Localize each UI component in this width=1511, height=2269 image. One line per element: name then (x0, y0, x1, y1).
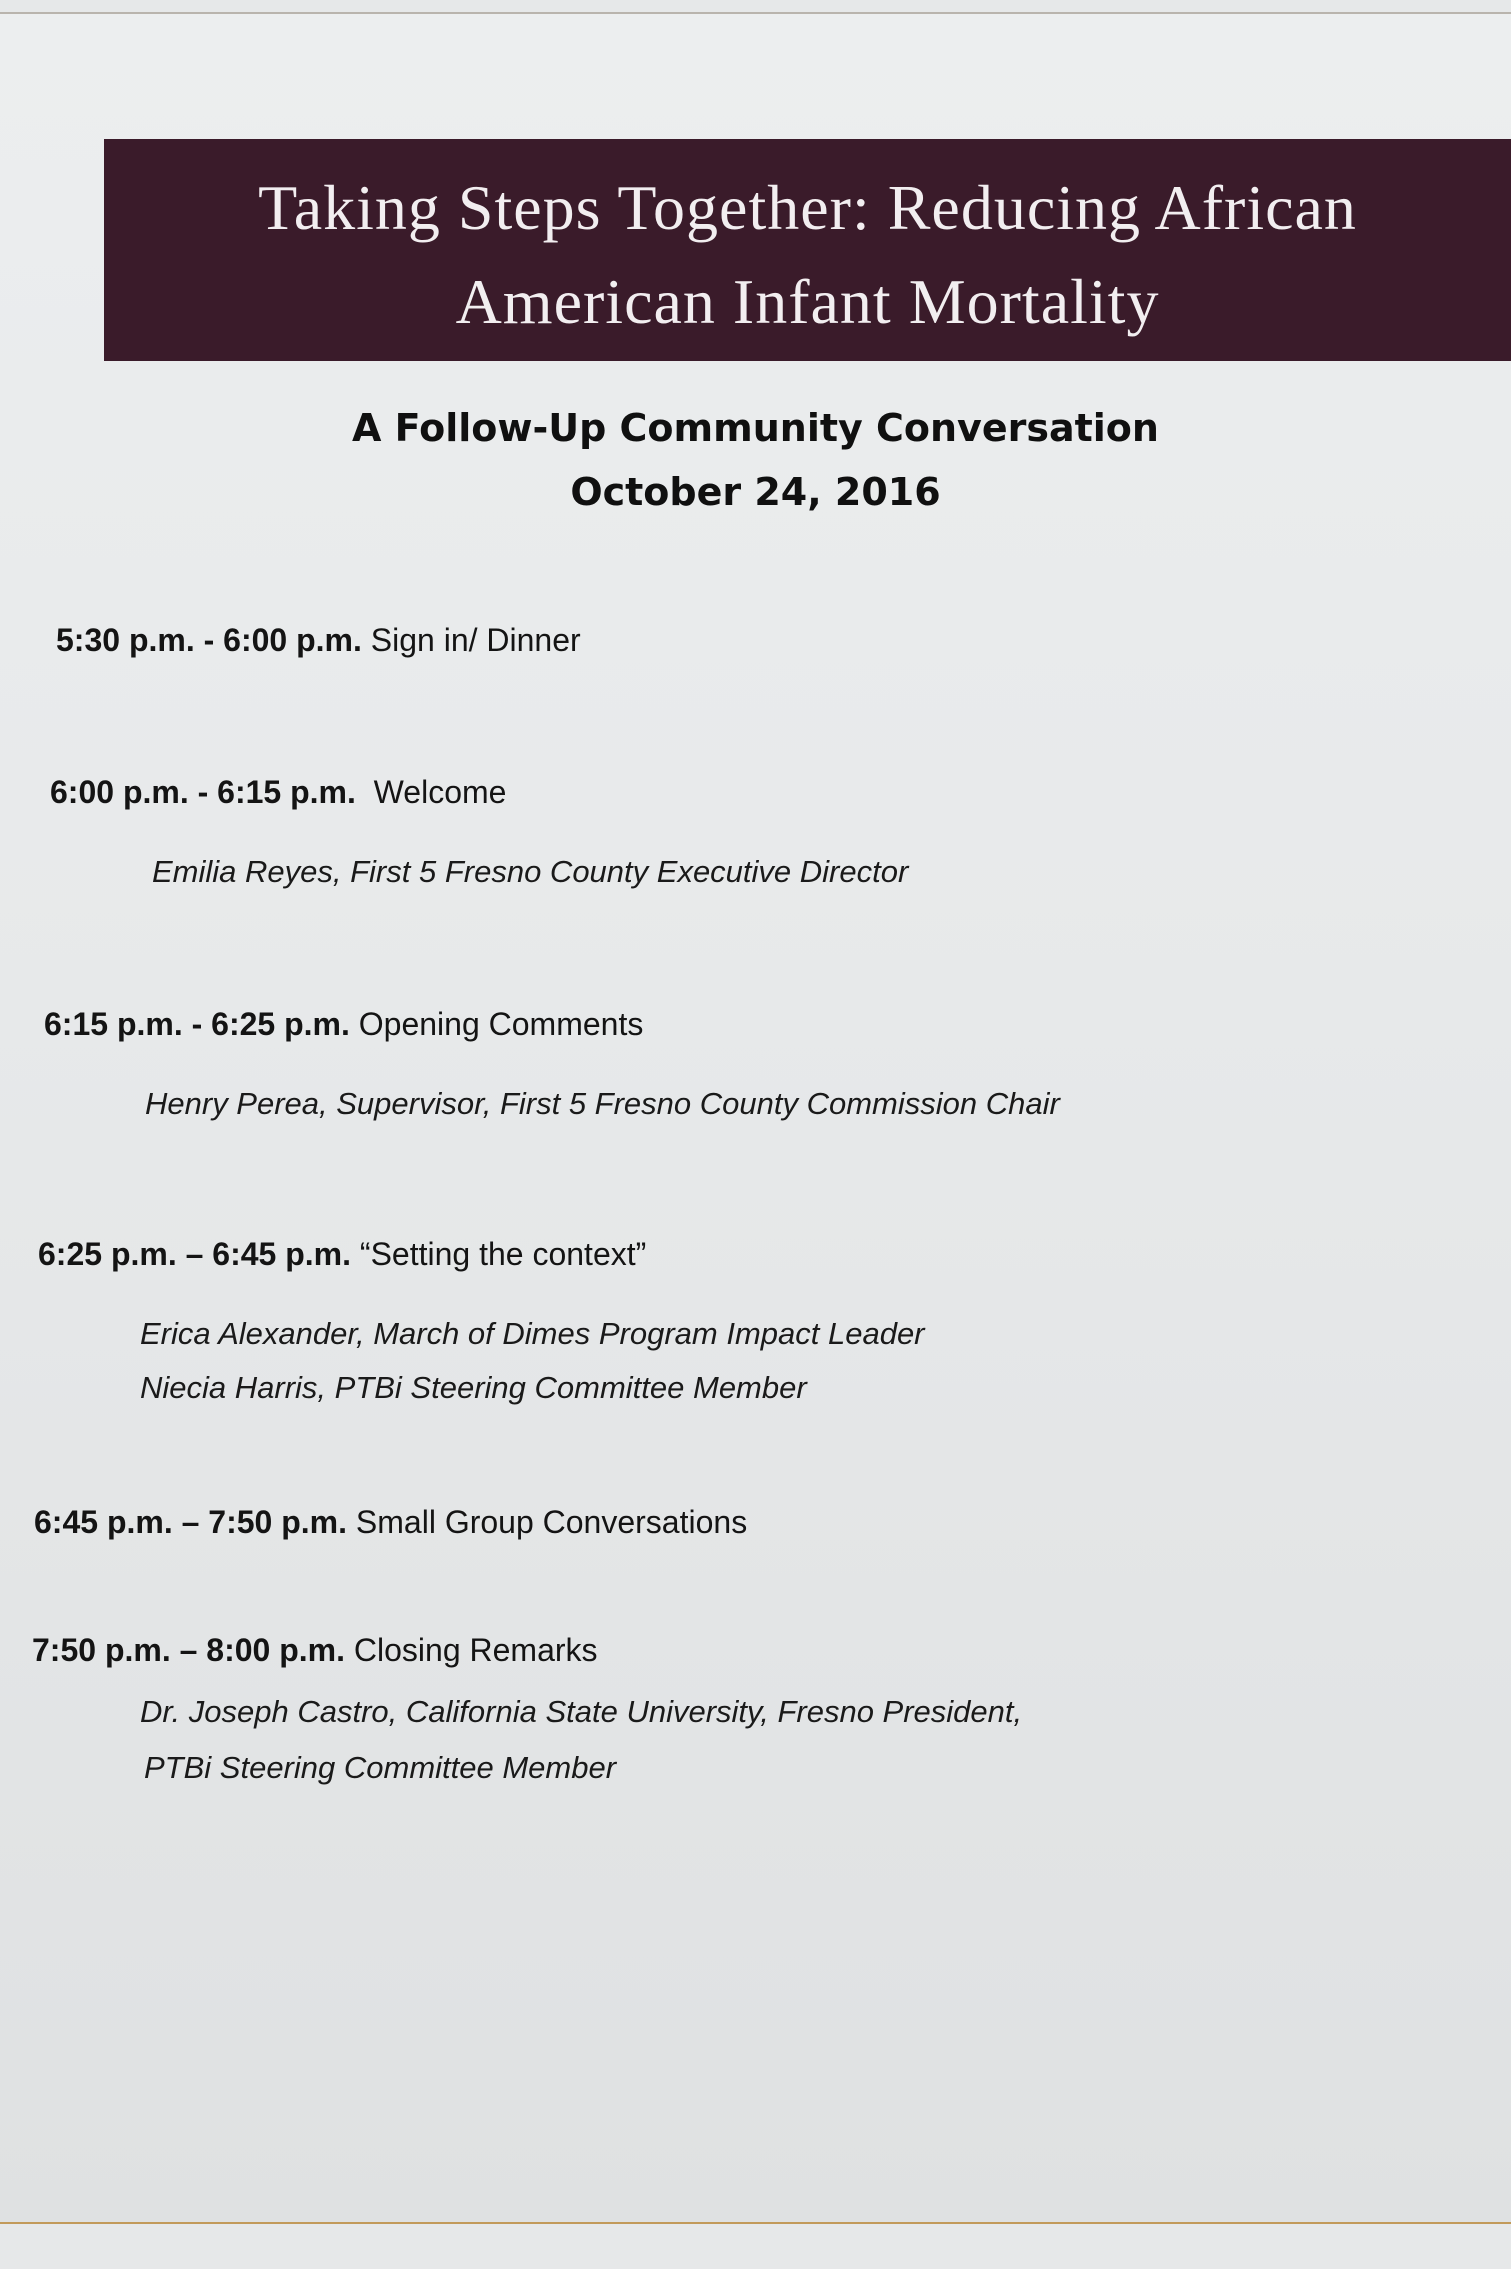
agenda-item-welcome (50, 774, 506, 811)
agenda-title: “Setting the context” (359, 1236, 647, 1272)
speaker-line: Erica Alexander, March of Dimes Program Impact Leader (140, 1316, 925, 1351)
speaker-line: Dr. Joseph Castro, California State University, Fresno President, (140, 1694, 1023, 1729)
agenda-item-opening-comments (44, 1006, 643, 1043)
title-banner (104, 139, 1511, 361)
agenda-item-sign-in (56, 622, 581, 659)
agenda-item-closing-remarks (32, 1632, 598, 1669)
agenda-time: 7:50 p.m. – 8:00 p.m. (32, 1632, 346, 1668)
speaker-line: Niecia Harris, PTBi Steering Committee Member (140, 1370, 807, 1405)
banner-title-line-1: Taking Steps Together: Reducing African (258, 172, 1357, 243)
speaker-line: Henry Perea, Supervisor, First 5 Fresno County Commission Chair (145, 1086, 1060, 1121)
event-date: October 24, 2016 (570, 470, 941, 514)
agenda-time: 6:15 p.m. - 6:25 p.m. (44, 1006, 350, 1042)
speaker-line: Emilia Reyes, First 5 Fresno County Executive Director (152, 854, 909, 889)
speaker-line: PTBi Steering Committee Member (144, 1750, 617, 1785)
agenda-sheet (0, 12, 1511, 2224)
agenda-time: 6:25 p.m. – 6:45 p.m. (38, 1236, 352, 1272)
agenda-item-small-groups (34, 1504, 747, 1541)
agenda-item-setting-context (38, 1236, 646, 1273)
agenda-time: 6:00 p.m. - 6:15 p.m. (50, 774, 356, 810)
agenda-time: 6:45 p.m. – 7:50 p.m. (34, 1504, 348, 1540)
agenda-title: Closing Remarks (353, 1632, 598, 1668)
agenda-title: Sign in/ Dinner (370, 622, 581, 658)
banner-title-line-2: American Infant Mortality (455, 266, 1160, 337)
event-subtitle: A Follow-Up Community Conversation (352, 406, 1159, 450)
agenda-title: Welcome (373, 774, 507, 810)
agenda-title: Small Group Conversations (355, 1504, 748, 1540)
agenda-title: Opening Comments (358, 1006, 644, 1042)
agenda-time: 5:30 p.m. - 6:00 p.m. (56, 622, 362, 658)
